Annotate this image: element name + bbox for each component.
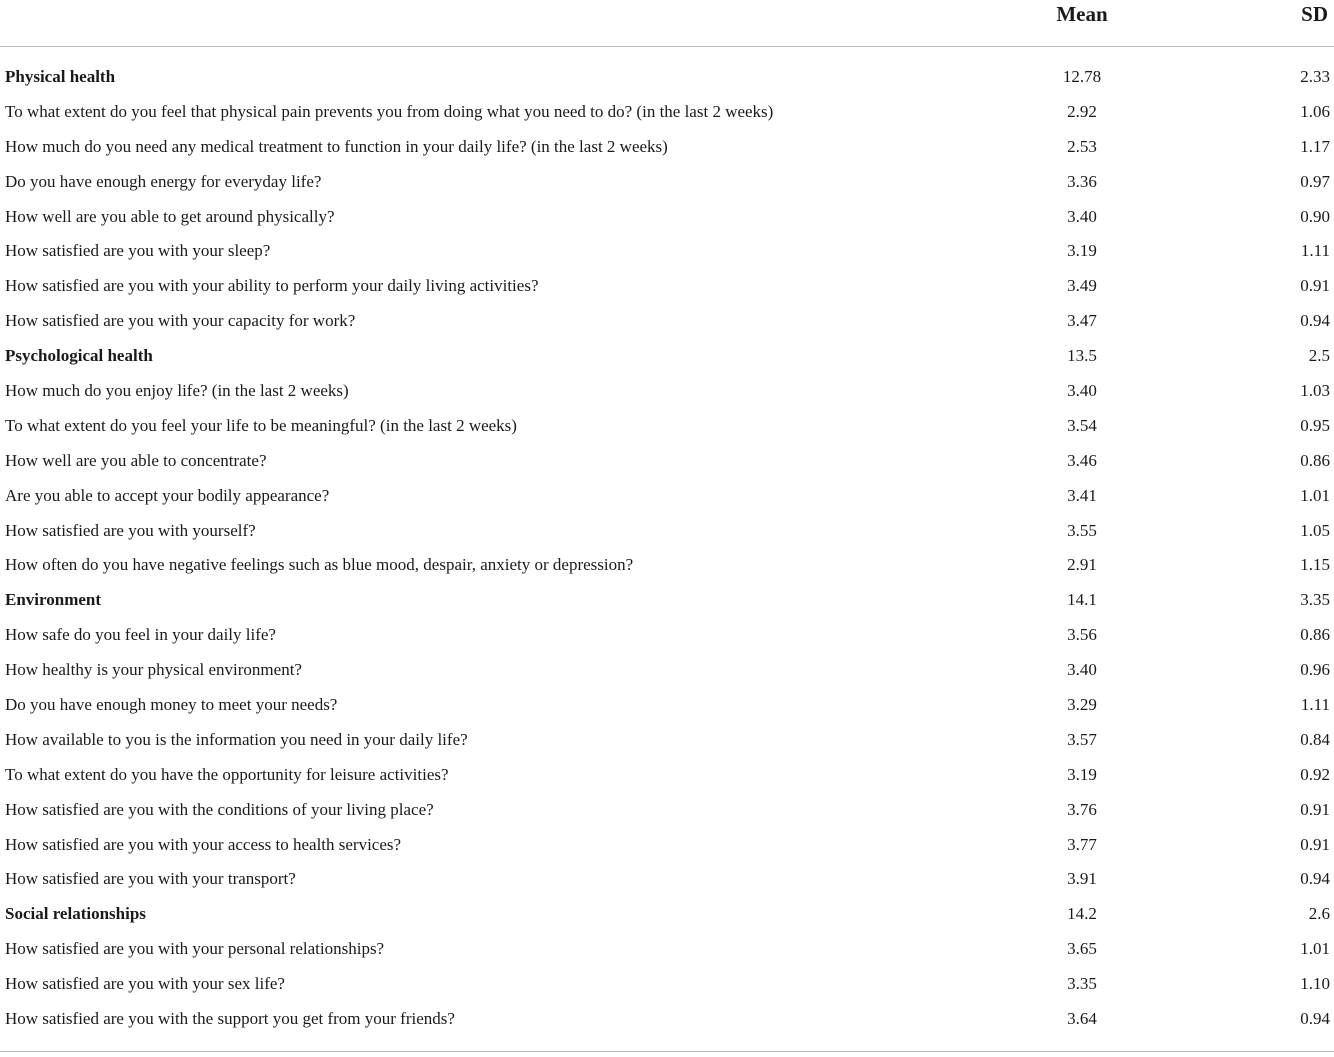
section-label: Environment [5, 590, 102, 610]
row-label: How satisfied are you with your access to health services? [5, 834, 402, 854]
mean-value: 3.40 [1067, 206, 1097, 226]
table-row [0, 967, 1334, 1002]
sd-value: 1.06 [1300, 101, 1330, 121]
mean-value: 12.78 [1062, 67, 1102, 86]
table-row [0, 723, 1334, 758]
mean-value: 3.65 [1067, 939, 1097, 959]
table-row [0, 862, 1334, 897]
section-row [0, 60, 1334, 95]
sd-value: 1.11 [1300, 241, 1330, 261]
row-label: To what extent do you feel that physical pain prevents you from doing what you need to do? (in the last 2 weeks) [5, 101, 774, 121]
mean-value: 3.19 [1067, 241, 1097, 261]
mean-value: 3.57 [1067, 729, 1097, 749]
row-label: How available to you is the information you need in your daily life? [5, 729, 468, 749]
sd-value: 1.03 [1300, 381, 1330, 401]
table-row [0, 618, 1334, 653]
row-label: How satisfied are you with your transport? [5, 869, 296, 889]
row-label: How satisfied are you with your personal relationships? [5, 939, 385, 959]
mean-value: 3.41 [1067, 485, 1097, 505]
sd-value: 1.10 [1300, 974, 1330, 994]
row-label: How often do you have negative feelings such as blue mood, despair, anxiety or depression? [5, 555, 634, 575]
mean-value: 3.54 [1067, 415, 1097, 435]
mean-value: 2.91 [1067, 555, 1097, 575]
mean-value: 3.56 [1067, 625, 1097, 645]
mean-value: 14.1 [1067, 590, 1097, 610]
sd-value: 2.33 [1300, 67, 1330, 86]
sd-value: 0.92 [1300, 764, 1330, 784]
table-row [0, 444, 1334, 479]
table-row [0, 409, 1334, 444]
mean-value: 3.47 [1067, 311, 1097, 331]
sd-value: 0.94 [1300, 1009, 1330, 1029]
mean-value: 3.40 [1067, 381, 1097, 401]
sd-value: 1.01 [1300, 939, 1330, 959]
sd-value: 1.01 [1300, 485, 1330, 505]
table-row [0, 234, 1334, 269]
mean-value: 13.5 [1067, 346, 1097, 366]
mean-value: 3.19 [1067, 764, 1097, 784]
sd-value: 0.84 [1300, 729, 1330, 749]
row-label: How satisfied are you with the conditions of your living place? [5, 799, 434, 819]
row-label: How well are you able to get around physically? [5, 206, 335, 226]
section-row [0, 897, 1334, 932]
mean-value: 3.55 [1067, 520, 1097, 540]
sd-value: 0.86 [1300, 625, 1330, 645]
row-label: How safe do you feel in your daily life? [5, 625, 276, 645]
sd-value: 0.86 [1300, 450, 1330, 470]
section-row [0, 339, 1334, 374]
table-row [0, 130, 1334, 165]
table-row [0, 1002, 1334, 1037]
row-label: How healthy is your physical environment? [5, 660, 302, 680]
row-label: To what extent do you feel your life to be meaningful? (in the last 2 weeks) [5, 415, 517, 435]
mean-value: 2.92 [1067, 101, 1097, 121]
sd-value: 1.05 [1300, 520, 1330, 540]
row-label: How satisfied are you with your capacity for work? [5, 311, 356, 331]
row-label: How much do you need any medical treatment to function in your daily life? (in the last 2 weeks) [5, 136, 668, 156]
section-label: Psychological health [5, 346, 153, 366]
mean-value: 3.76 [1067, 799, 1097, 819]
mean-value: 3.36 [1067, 171, 1097, 191]
table-row [0, 269, 1334, 304]
row-label: To what extent do you have the opportunity for leisure activities? [5, 764, 449, 784]
table-row [0, 479, 1334, 514]
section-label: Social relationships [5, 904, 146, 924]
table-row [0, 95, 1334, 130]
table-row [0, 793, 1334, 828]
sd-value: 1.17 [1300, 136, 1330, 156]
table-bottom-rule [0, 1051, 1334, 1052]
table-row [0, 374, 1334, 409]
row-label: How satisfied are you with your sleep? [5, 241, 271, 261]
row-label: How satisfied are you with yourself? [5, 520, 256, 540]
sd-value: 0.94 [1300, 869, 1330, 889]
mean-value: 3.46 [1067, 450, 1097, 470]
table-row [0, 165, 1334, 200]
header-sd: SD [1301, 2, 1328, 26]
sd-value: 0.94 [1300, 311, 1330, 331]
sd-value: 0.90 [1300, 206, 1330, 226]
row-label: How well are you able to concentrate? [5, 450, 267, 470]
table-row [0, 653, 1334, 688]
table-row [0, 758, 1334, 793]
table-row [0, 514, 1334, 549]
mean-value: 2.53 [1067, 136, 1097, 156]
table-body [0, 47, 1334, 1037]
table-row [0, 548, 1334, 583]
sd-value: 1.11 [1300, 695, 1330, 715]
table-row [0, 200, 1334, 235]
row-label: How satisfied are you with your sex life? [5, 974, 285, 994]
table-row [0, 932, 1334, 967]
sd-value: 0.96 [1300, 660, 1330, 680]
sd-value: 2.5 [1308, 346, 1330, 366]
mean-value: 3.40 [1067, 660, 1097, 680]
header-mean: Mean [1056, 2, 1108, 26]
sd-value: 3.35 [1300, 590, 1330, 610]
sd-value: 0.95 [1300, 415, 1330, 435]
sd-value: 0.91 [1300, 276, 1330, 296]
mean-value: 3.35 [1067, 974, 1097, 994]
table-row [0, 304, 1334, 339]
mean-value: 14.2 [1067, 904, 1097, 924]
row-label: Do you have enough money to meet your needs? [5, 695, 338, 715]
section-label: Physical health [5, 67, 116, 86]
mean-value: 3.77 [1067, 834, 1097, 854]
sd-value: 0.97 [1300, 171, 1330, 191]
table-row [0, 688, 1334, 723]
table-header [0, 0, 1334, 47]
row-label: Are you able to accept your bodily appearance? [5, 485, 330, 505]
mean-value: 3.29 [1067, 695, 1097, 715]
mean-value: 3.49 [1067, 276, 1097, 296]
row-label: How much do you enjoy life? (in the last 2 weeks) [5, 381, 349, 401]
mean-value: 3.91 [1067, 869, 1097, 889]
sd-value: 2.6 [1308, 904, 1330, 924]
sd-value: 0.91 [1300, 799, 1330, 819]
row-label: How satisfied are you with the support you get from your friends? [5, 1009, 455, 1029]
row-label: Do you have enough energy for everyday life? [5, 171, 322, 191]
sd-value: 1.15 [1300, 555, 1330, 575]
section-row [0, 583, 1334, 618]
sd-value: 0.91 [1300, 834, 1330, 854]
row-label: How satisfied are you with your ability to perform your daily living activities? [5, 276, 539, 296]
table-row [0, 828, 1334, 863]
mean-value: 3.64 [1067, 1009, 1097, 1029]
